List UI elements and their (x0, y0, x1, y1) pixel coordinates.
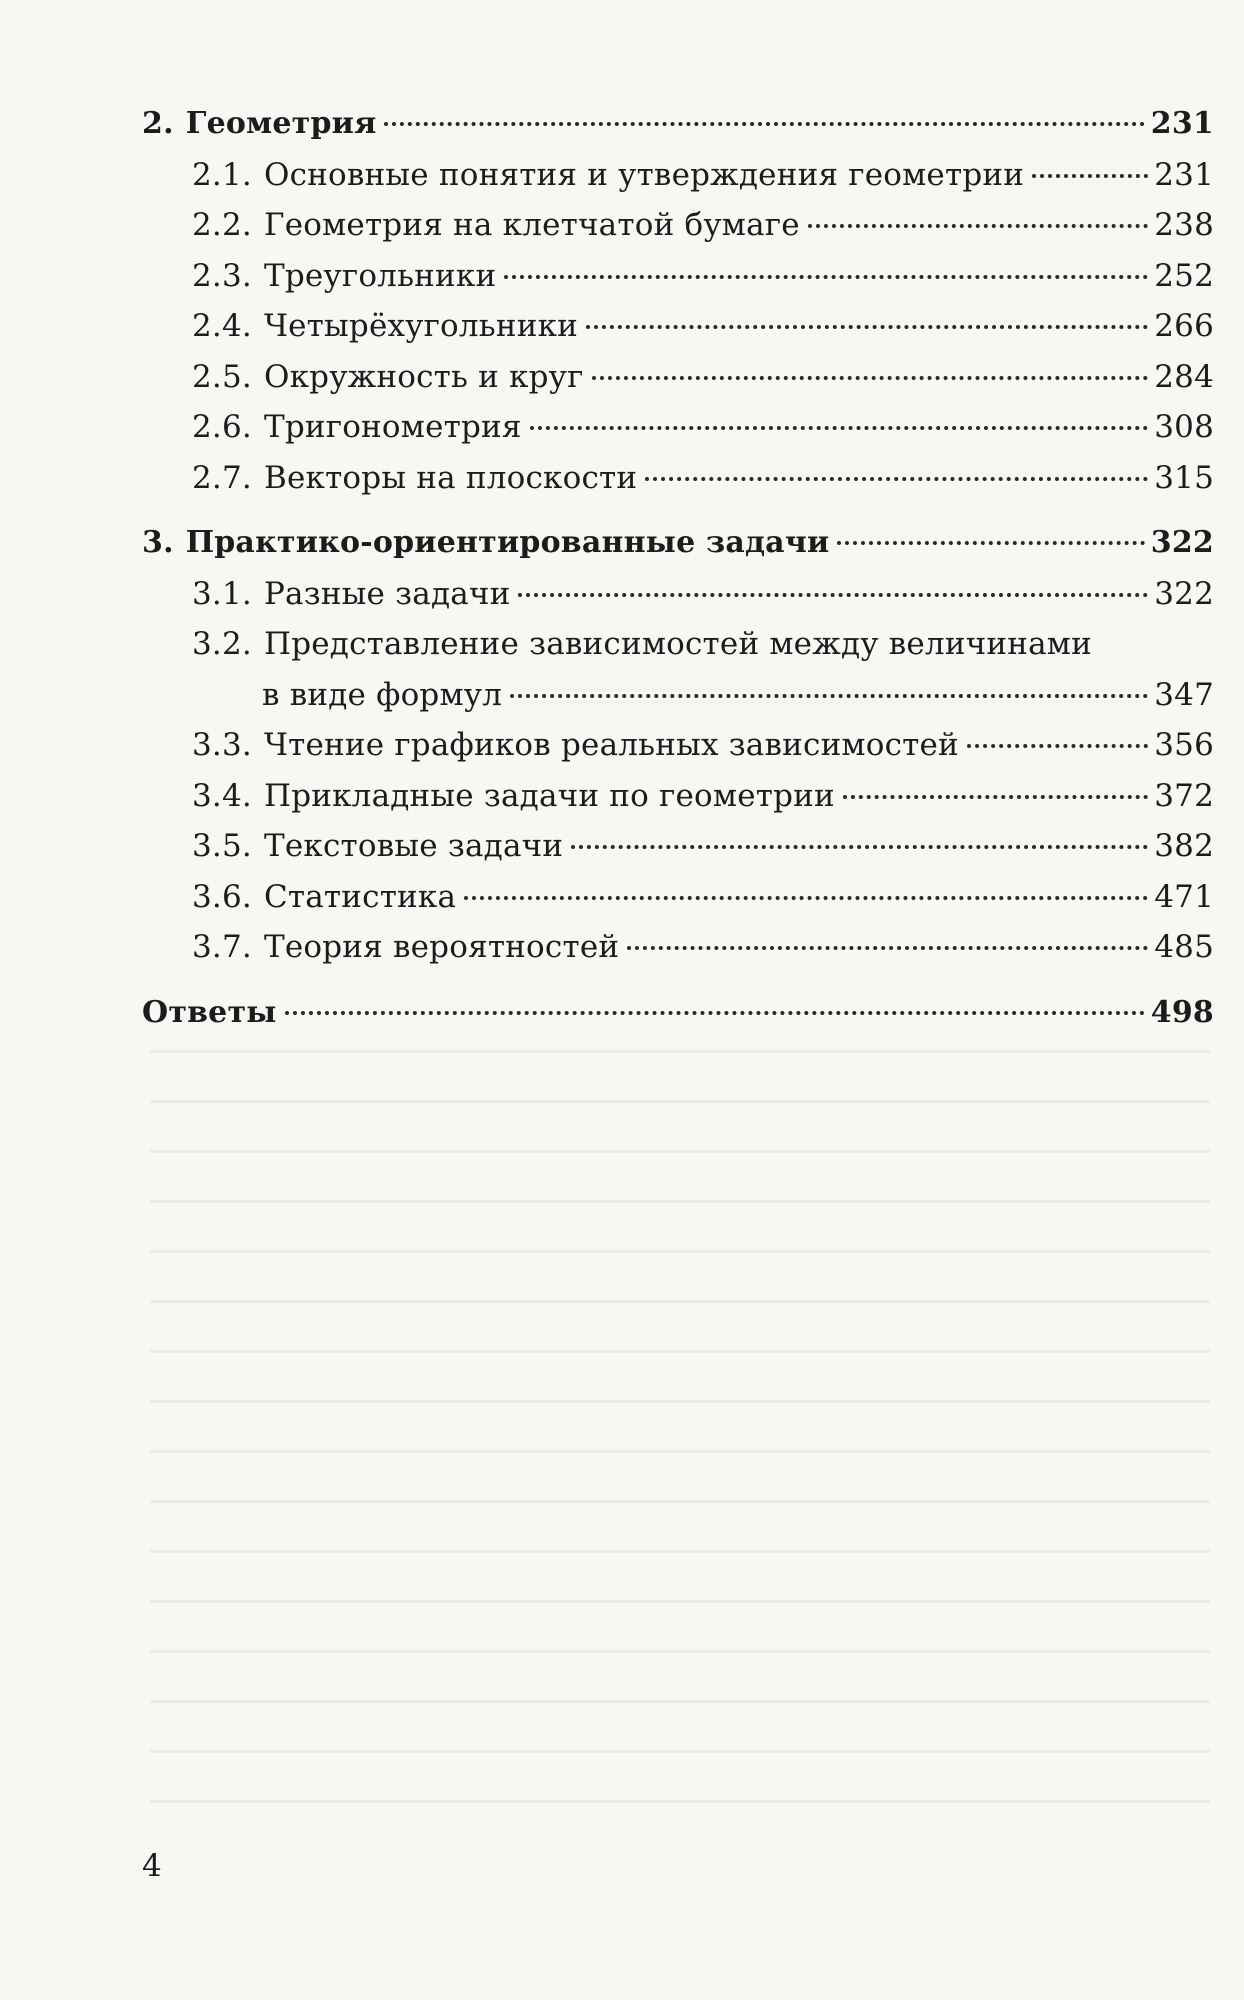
leader-dots (504, 275, 1148, 279)
toc-number: 2.4. (192, 308, 252, 344)
leader-dots (843, 795, 1148, 799)
toc-number: 3.1. (192, 575, 252, 612)
toc-page: 238 (1154, 207, 1214, 243)
toc-title: Векторы на плоскости (263, 459, 638, 496)
toc-title: Прикладные задачи по геометрии (263, 777, 835, 814)
toc-title: Тригонометрия (263, 409, 522, 445)
toc-page: 308 (1154, 409, 1214, 445)
toc-entry-3-7[interactable] (142, 922, 1214, 973)
leader-dots (837, 541, 1144, 545)
leader-dots (1032, 174, 1148, 178)
toc-number: 2.2. (192, 207, 252, 243)
toc-entry-2-5[interactable] (142, 352, 1214, 403)
toc-entry-3-2[interactable] (142, 619, 1214, 670)
toc-title: Практико-ориентированные задачи (185, 525, 830, 560)
toc-page: 315 (1154, 459, 1214, 496)
toc-number: 3.2. (192, 626, 252, 662)
toc-page: 231 (1154, 156, 1214, 193)
toc-entry-2-4[interactable] (142, 301, 1214, 352)
toc-entry-3-3[interactable] (142, 720, 1214, 771)
leader-dots (518, 593, 1148, 597)
toc-entry-2-6[interactable] (142, 402, 1214, 453)
toc-entry-3-4[interactable] (142, 771, 1214, 822)
toc-number: 2. (142, 106, 174, 141)
toc-number: 2.6. (192, 409, 252, 445)
leader-dots (384, 122, 1144, 126)
toc-title: Геометрия на клетчатой бумаге (263, 207, 800, 243)
leader-dots (967, 744, 1148, 748)
toc-page: 382 (1154, 828, 1214, 864)
toc-page: 252 (1154, 257, 1214, 294)
leader-dots (285, 1011, 1145, 1015)
toc-entry-2-7[interactable] (142, 453, 1214, 504)
toc-entry-3-1[interactable] (142, 569, 1214, 620)
toc-number: 2.3. (192, 257, 252, 294)
toc-entry-section-3[interactable] (142, 518, 1214, 569)
toc-entry-3-6[interactable] (142, 872, 1214, 923)
toc-page: 356 (1154, 727, 1214, 763)
toc-title: Окружность и круг (263, 358, 584, 395)
leader-dots (592, 376, 1149, 380)
toc-entry-3-5[interactable] (142, 821, 1214, 872)
leader-dots (645, 477, 1148, 481)
toc-title: Треугольники (263, 257, 497, 294)
toc-title-continuation: в виде формул (262, 676, 503, 713)
leader-dots (464, 896, 1148, 900)
toc-title: Разные задачи (263, 575, 511, 612)
toc-entry-2-1[interactable] (142, 150, 1214, 201)
toc-entry-2-3[interactable] (142, 251, 1214, 302)
toc-number: 3.3. (192, 727, 252, 763)
table-of-contents (142, 99, 1214, 1038)
toc-title: Основные понятия и утверждения геометрии (263, 156, 1025, 193)
leader-dots (808, 224, 1148, 228)
toc-title: Геометрия (185, 106, 377, 141)
toc-number: 2.5. (192, 358, 252, 395)
toc-title: Статистика (263, 878, 457, 915)
toc-number: 3. (142, 525, 174, 560)
leader-dots (530, 426, 1149, 430)
leader-dots (571, 845, 1148, 849)
toc-title: Четырёхугольники (263, 308, 579, 344)
toc-number: 3.4. (192, 777, 252, 814)
page-number: 4 (142, 1848, 162, 1884)
toc-number: 3.7. (192, 929, 252, 965)
leader-dots (510, 694, 1148, 698)
toc-title: Представление зависимостей между величинами (263, 626, 1092, 662)
toc-title: Теория вероятностей (263, 929, 620, 965)
toc-number: 2.7. (192, 459, 252, 496)
toc-page: 471 (1154, 878, 1214, 915)
toc-page: 284 (1154, 358, 1214, 395)
toc-entry-answers[interactable] (142, 988, 1214, 1039)
toc-page: 347 (1154, 676, 1214, 713)
toc-entry-3-2-continuation[interactable] (142, 670, 1214, 721)
toc-entry-section-2[interactable] (142, 99, 1214, 150)
toc-page: 372 (1154, 777, 1214, 814)
toc-number: 3.6. (192, 878, 252, 915)
leader-dots (627, 946, 1148, 950)
toc-page: 266 (1154, 308, 1214, 344)
toc-page: 231 (1150, 106, 1214, 141)
bleed-through-background (150, 1050, 1210, 1830)
toc-page: 485 (1154, 929, 1214, 965)
toc-title: Ответы (142, 994, 277, 1030)
toc-entry-2-2[interactable] (142, 200, 1214, 251)
toc-page: 322 (1150, 525, 1214, 560)
toc-title: Чтение графиков реальных зависимостей (263, 727, 959, 763)
leader-dots (586, 325, 1148, 329)
toc-title: Текстовые задачи (263, 828, 564, 864)
toc-number: 3.5. (192, 828, 252, 864)
toc-page: 498 (1150, 994, 1214, 1030)
toc-number: 2.1. (192, 156, 252, 193)
toc-page: 322 (1154, 575, 1214, 612)
